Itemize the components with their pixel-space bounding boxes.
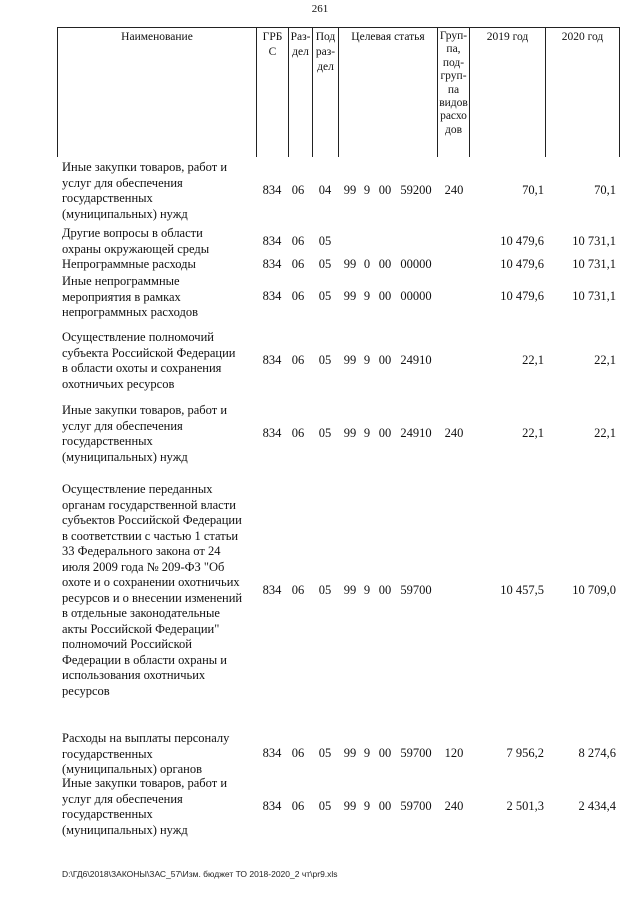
cell-y2019: 10 479,6 [500,234,544,248]
cell-t4: 24910 [400,426,432,440]
cell-t3: 00 [378,257,392,271]
cell-t1: 99 [343,257,357,271]
cell-t3: 00 [378,583,392,597]
header-vid [438,27,469,157]
header-vid-line: под- [442,56,465,69]
cell-razdel: 06 [291,799,305,813]
header-target: Целевая статья [351,31,425,43]
cell-t4: 00000 [400,289,432,303]
cell-t3: 00 [378,426,392,440]
cell-t2: 9 [363,289,371,303]
header-vid-line: Груп- [439,30,468,42]
row-name-line: мероприятия в рамках [62,289,181,304]
cell-razdel: 06 [291,353,305,367]
cell-razdel: 06 [291,426,305,440]
row-name [62,776,257,838]
cell-t3: 00 [378,353,392,367]
cell-t3: 00 [378,183,392,197]
cell-y2020: 22,1 [594,426,616,440]
header-vid-line: па, [446,43,461,56]
header-razdel-line: Раз- [290,31,311,43]
header-name: Наименование [121,31,193,43]
cell-y2020: 8 274,6 [578,746,616,760]
cell-y2019: 10 479,6 [500,257,544,271]
table-row [0,160,640,222]
cell-podrazdel: 05 [318,289,332,303]
row-name-line: охоте и о сохранении охотничьих [62,575,240,589]
cell-t1: 99 [343,583,357,597]
cell-vid: 120 [444,746,464,760]
row-name-line: Иные закупки товаров, работ и [62,776,228,790]
cell-t2: 9 [363,426,371,440]
table-row [0,330,640,392]
row-name-line: субъектов Российской Федерации [62,513,242,527]
cell-t4: 00000 [400,257,432,271]
row-name [62,330,257,392]
cell-vid: 240 [444,183,464,197]
cell-t2: 9 [363,799,371,813]
row-name-line: (муниципальных) органов [62,762,203,776]
header-vid-line: видов [439,97,468,110]
cell-t4: 24910 [400,353,432,367]
header-vid-line: па [447,83,460,96]
cell-y2020: 10 731,1 [572,289,616,303]
header-vid-line: расхо [440,110,467,123]
row-name-line: в области охоты и сохранения [62,361,222,375]
cell-podrazdel: 05 [318,353,332,367]
row-name-line: охраны окружающей среды [62,241,210,256]
row-name-line: государственных [62,191,153,205]
cell-y2019: 70,1 [522,183,544,197]
cell-y2019: 10 479,6 [500,289,544,303]
row-name-line: использования охотничьих [62,668,206,682]
cell-podrazdel: 05 [318,234,332,248]
row-name-line: 33 Федерального закона от 24 [62,544,221,558]
row-name-line: услуг для обеспечения [62,418,183,433]
cell-podrazdel: 05 [318,799,332,813]
row-name-line: услуг для обеспечения [62,791,183,806]
cell-t2: 0 [363,257,371,271]
cell-razdel: 06 [291,257,305,271]
row-name-line: Осуществление полномочий [62,330,214,344]
cell-grbs: 834 [262,234,282,248]
header-vid-line: дов [444,123,463,136]
cell-grbs: 834 [262,746,282,760]
cell-grbs: 834 [262,583,282,597]
header-razdel-line: дел [292,46,309,58]
row-name-line: государственных [62,807,153,821]
header-podrazdel [313,27,338,157]
row-name-line: ресурсов [62,683,110,698]
cell-podrazdel: 05 [318,257,332,271]
cell-y2020: 10 731,1 [572,257,616,271]
row-name-line: (муниципальных) нужд [62,449,188,464]
row-name-line: государственных [62,434,153,448]
row-name-line: Иные закупки товаров, работ и [62,160,228,174]
cell-t2: 9 [363,183,371,197]
cell-t1: 99 [343,746,357,760]
header-razdel [289,27,312,157]
row-name [62,482,257,699]
cell-grbs: 834 [262,353,282,367]
cell-y2019: 22,1 [522,426,544,440]
cell-t4: 59200 [400,183,432,197]
table-row [0,731,640,778]
row-name-line: субъекта Российской Федерации [62,345,236,360]
row-name-line: полномочий Российской [62,637,192,651]
cell-t4: 59700 [400,583,432,597]
cell-y2019: 22,1 [522,353,544,367]
cell-grbs: 834 [262,289,282,303]
cell-razdel: 06 [291,289,305,303]
header-grbs [257,27,288,157]
row-name [62,257,257,273]
cell-razdel: 06 [291,746,305,760]
cell-vid: 240 [444,426,464,440]
header-2019: 2019 год [486,31,529,43]
table-row [0,482,640,699]
table-row [0,274,640,321]
cell-t4: 59700 [400,746,432,760]
cell-y2020: 2 434,4 [578,799,616,813]
cell-y2020: 10 709,0 [572,583,616,597]
row-name-line: акты Российской Федерации" [62,621,220,636]
row-name [62,274,257,321]
header-podrazdel-line: Под [315,31,336,43]
cell-razdel: 06 [291,234,305,248]
row-name-line: Иные непрограммные [62,274,180,288]
row-name-line: Иные закупки товаров, работ и [62,403,228,417]
cell-podrazdel: 05 [318,583,332,597]
cell-t4: 59700 [400,799,432,813]
table-row [0,776,640,838]
cell-t1: 99 [343,426,357,440]
header-grbs-line: ГРБ [262,31,283,43]
row-name-line: Осуществление переданных [62,482,213,496]
row-name-line: в отдельные законодательные [62,606,220,620]
cell-t1: 99 [343,289,357,303]
row-name-line: в соответствии с частью 1 статьи [62,528,239,543]
cell-grbs: 834 [262,799,282,813]
cell-y2019: 7 956,2 [506,746,544,760]
header-grbs-line: С [268,46,277,58]
row-name [62,160,257,222]
cell-y2019: 10 457,5 [500,583,544,597]
cell-t1: 99 [343,353,357,367]
header-podrazdel-line: раз- [315,46,336,58]
row-name-line: охотничьих ресурсов [62,376,175,391]
page-number: 261 [311,3,329,15]
cell-t3: 00 [378,799,392,813]
cell-t2: 9 [363,746,371,760]
table-row [0,403,640,465]
cell-podrazdel: 05 [318,746,332,760]
header-border [619,27,620,157]
cell-podrazdel: 05 [318,426,332,440]
cell-y2019: 2 501,3 [506,799,544,813]
cell-t1: 99 [343,183,357,197]
row-name-line: органам государственной власти [62,497,236,512]
cell-y2020: 22,1 [594,353,616,367]
cell-vid: 240 [444,799,464,813]
cell-grbs: 834 [262,426,282,440]
header-2020: 2020 год [561,31,604,43]
cell-y2020: 10 731,1 [572,234,616,248]
cell-t3: 00 [378,289,392,303]
row-name-line: непрограммных расходов [62,305,198,319]
cell-grbs: 834 [262,257,282,271]
row-name [62,226,257,257]
cell-t1: 99 [343,799,357,813]
cell-t2: 9 [363,583,371,597]
row-name-line: (муниципальных) нужд [62,206,188,221]
row-name [62,731,257,778]
cell-razdel: 06 [291,583,305,597]
row-name-line: ресурсов и о внесении изменений [62,590,243,605]
file-path-footer: D:\ГД6\2018\ЗАКОНЫ\ЗАС_57\Изм. бюджет ТО 2018-2020_2 чт\pr9.xls [62,869,338,879]
cell-razdel: 06 [291,183,305,197]
row-name-line: государственных [62,746,153,761]
row-name-line: Федерации в области охраны и [62,652,227,667]
row-name-line: июля 2009 года № 209-ФЗ "Об [62,559,225,574]
header-vid-line: груп- [440,70,467,83]
header-podrazdel-line: дел [317,61,334,73]
row-name-line: Другие вопросы в области [62,226,203,240]
cell-grbs: 834 [262,183,282,197]
cell-t3: 00 [378,746,392,760]
row-name-line: услуг для обеспечения [62,175,183,190]
cell-t2: 9 [363,353,371,367]
row-name [62,403,257,465]
table-row [0,257,640,273]
cell-y2020: 70,1 [594,183,616,197]
row-name-line: (муниципальных) нужд [62,822,188,837]
row-name-line: Непрограммные расходы [62,257,196,271]
cell-podrazdel: 04 [318,183,332,197]
row-name-line: Расходы на выплаты персоналу [62,731,230,745]
table-row [0,226,640,257]
